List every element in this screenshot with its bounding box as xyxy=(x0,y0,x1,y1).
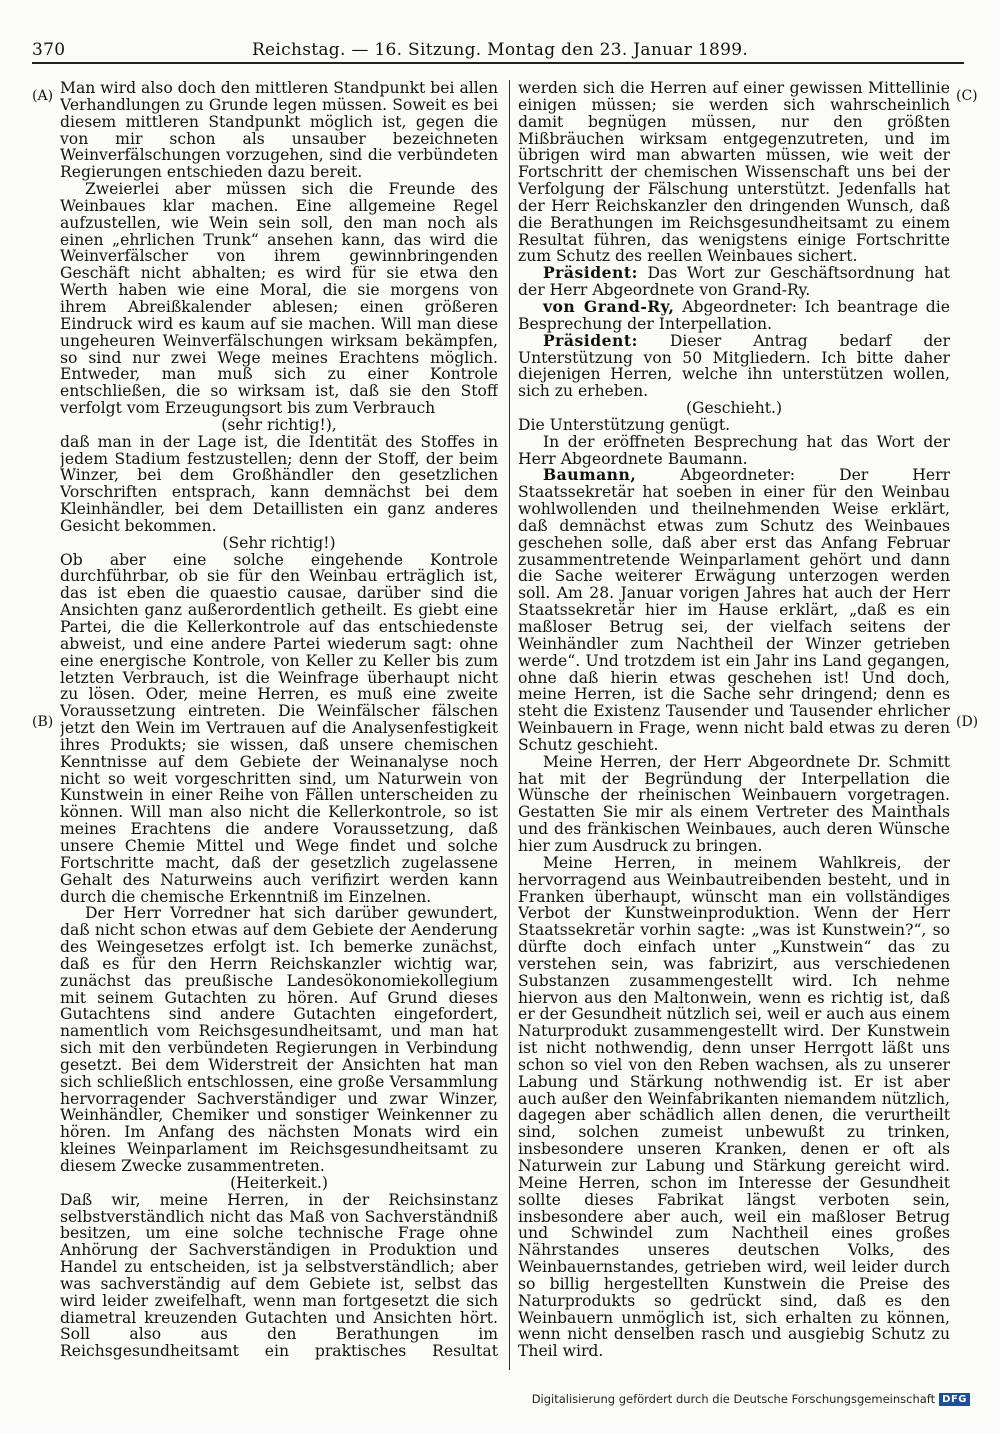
right-column xyxy=(518,80,950,1360)
paragraph-text: Das Wort zur Geschäftsordnung hat der Herr Abgeordnete von Grand-Ry. xyxy=(518,264,950,300)
footer-credit: Digitalisierung gefördert durch die Deutsche Forschungsgemeinschaft xyxy=(531,1392,936,1406)
speaker-name: von Grand-Ry, xyxy=(542,296,675,316)
left-column-paragraph xyxy=(60,905,498,1175)
paragraph-text: daß man in der Lage ist, die Identität des Stoffes in jedem Stadium festzustellen; denn der Stoff, der beim Winzer, bei dem Großhändler den gesetzlichen Vorschriften entsprach, kann demnächst bei dem Kleinhändler, bei dem Detaillisten ein ganz anderes Gesicht bekommen. xyxy=(60,432,498,535)
right-column-paragraph xyxy=(518,296,950,333)
paragraph-text: (Sehr richtig!) xyxy=(222,533,336,552)
header-rule xyxy=(32,62,964,64)
paragraph-text xyxy=(518,1359,950,1360)
paragraph-text: Meine Herren, der Herr Abgeordnete Dr. Schmitt hat mit der Begründung der Interpellation die Wünsche der rheinischen Weinbauern vorgetragen. Gestatten Sie mir als einem Vertreter des Mainthals und des fränkischen Weinbaues, auch deren Wünsche hier zum Ausdruck zu bringen. xyxy=(518,752,950,855)
right-column-paragraph xyxy=(518,265,950,299)
dfg-logo-icon: DFG xyxy=(939,1393,970,1406)
left-column-paragraph xyxy=(60,1175,498,1192)
paragraph-text: Die Unterstützung genügt. xyxy=(518,415,731,434)
right-column-paragraph xyxy=(518,400,950,417)
paragraph-text: Ob aber eine solche eingehende Kontrole durchführbar, ob sie für den Weinbau erträglich ist, das ist eben die quaestio causae, darüber sind die Ansichten ganz außerordentlich getheilt. Es giebt eine Partei, die die Kellerkontrole auf das entschiedenste abweist, und eine andere Partei wiederum sagt: ohne eine energische Kontrole, von Keller zu Keller bis zum letzten Verbrauch, ist die Weinfrage überhaupt nicht zu lösen. Oder, meine Herren, es muß eine zweite Voraussetzung eintreten. Die Weinfälscher fälschen jetzt den Wein im Vertrauen auf die Analysenfestigkeit ihres Produkts; sie wissen, daß unsere chemischen Kenntnisse auf dem Gebiete der Weinanalyse noch nicht so weit vorgeschritten sind, um Naturwein von Kunstwein in einer Reihe von Fällen unterscheiden zu können. Will man also nicht die Kellerkontrole, so ist meines Erachtens die andere Voraussetzung, daß unsere Chemie Mittel und Wege findet und solche Fortschritte macht, daß der gesetzlich zugelassene Gehalt des Naturweins auch verifizirt werden kann durch die chemische Erkenntniß im Einzelnen. xyxy=(60,550,498,906)
margin-mark-a: (A) xyxy=(32,88,54,104)
paragraph-text: Abgeordneter: Ich beantrage die Besprechung der Interpellation. xyxy=(518,297,950,333)
margin-mark-d: (D) xyxy=(956,714,979,730)
left-column-paragraph xyxy=(60,535,498,552)
right-column-paragraph xyxy=(518,754,950,855)
speaker-name: Präsident: xyxy=(542,263,638,283)
paragraph-text: (Heiterkeit.) xyxy=(230,1173,328,1192)
paragraph-text: In der eröffneten Besprechung hat das Wort der Herr Abgeordnete Baumann. xyxy=(518,432,950,468)
right-column-paragraph xyxy=(518,855,950,1360)
left-column-paragraph xyxy=(60,1192,498,1360)
paragraph-text: (sehr richtig!), xyxy=(221,415,337,434)
paragraph-text: Abgeordneter: Der Herr Staatssekretär hat soeben in einer für den Weinbau wohlwollenden und theilnehmenden Weise erklärt, daß demnächst etwas zum Schutz des Weinbaues geschehen solle, daß aber erst das Anfang Februar zusammentretende Weinparlament gehört und dann die Sache weiterer Erwägung unterzogen werden soll. Am 28. Januar vorigen Jahres hat auch der Herr Staatssekretär hier im Hause erklärt, „daß es ein maßloser Betrug sei, der vielfach seitens der Weinhändler zum Nachtheil der Winzer getrieben werde“. Und trotzdem ist ein Jahr ins Land gegangen, ohne daß hierin etwas geschehen ist! Und doch, meine Herren, ist die Sache sehr dringend; denn es steht die Existenz Tausender und Tausender ehrlicher Weinbauern in Frage, wenn nicht bald etwas zu deren Schutz geschieht. xyxy=(518,466,950,754)
paragraph-text: Zweierlei aber müssen sich die Freunde des Weinbaues klar machen. Eine allgemeine Regel aufzustellen, wie Wein sein soll, den man noch als einen „ehrlichen Trunk“ ansehen kann, das wird die Weinverfälscher von ihrem gewinnbringenden Geschäft nicht abhalten; es wird für sie etwa den Werth haben wie eine Moral, die sie morgens von ihrem Abreißkalender ablesen; einen größeren Eindruck wird es kaum auf sie machen. Will man diese ungeheuren Weinverfälschungen wirksam bekämpfen, so sind nur zwei Wege meines Erachtens möglich. Entweder, man muß sich zu einer Kontrole entschließen, die so wirksam ist, daß sie den Stoff verfolgt vom Erzeugungsort bis zum Verbrauch xyxy=(60,180,498,418)
left-column-paragraph xyxy=(60,552,498,906)
margin-mark-c: (C) xyxy=(956,88,978,104)
paragraph-text: Daß wir, meine Herren, in der Reichsinstanz selbstverständlich nicht das Maß von Sachverständniß besitzen, um eine solche technische Frage ohne Anhörung der Sachverständigen in Produktion und Handel zu entscheiden, ist ja selbstverständlich; aber was sachverständig auf dem Gebiete ist, selbst das wird leider zweifelhaft, wenn man fortgesetzt die sich diametral kreuzenden Gutachten und Ansichten hört. Soll also aus den Berathungen im Reichsgesundheitsamt ein praktisches Resultat xyxy=(60,1190,498,1360)
right-column-paragraph xyxy=(518,467,950,753)
right-column-paragraph xyxy=(518,434,950,468)
paragraph-text: Meine Herren, in meinem Wahlkreis, der hervorragend aus Weinbautreibenden besteht, und in Franken überhaupt, wünscht man ein vollständiges Verbot der Kunstweinproduktion. Wenn der Herr Staatssekretär vorhin sagte: „was ist Kunstwein?“, so dürfte doch einfach unter „Kunstwein“ das zu verstehen sein, was fabrizirt, aus verschiedenen Substanzen zusammengestellt wird. Ich nehme hiervon aus den Maltonwein, wenn es richtig ist, daß er der Gesundheit nützlich sei, weil er auch aus einem Naturprodukt zusammengestellt wird. Der Kunstwein ist nicht nothwendig, denn unser Herrgott läßt uns schon so viel von den Reben wachsen, als zu unserer Labung und Stärkung nothwendig ist. Er ist aber auch außer den Weinfabrikanten niemandem nützlich, dagegen aber schädlich allen denen, die verurtheilt sind, solchen zumeist unbewußt zu trinken, insbesondere unseren Kranken, denen er oft als Naturwein zur Labung und Stärkung gereicht wird. Meine Herren, schon im Interesse der Gesundheit sollte dieses Fabrikat längst verboten sein, insbesondere aber auch, weil ein maßloser Betrug und Schwindel zum Nachtheil eines großes Nährstandes unseres deutschen Volks, des Weinbauernstandes, getrieben wird, weil leider durch so billig hergestellten Kunstwein die Preise des Naturprodukts so gedrückt sind, daß es den Weinbauern unmöglich ist, sich erhalten zu können, wenn nicht denselben rasch und ausgiebig Schutz zu Theil wird. xyxy=(518,853,950,1360)
left-column xyxy=(60,80,498,1360)
footer xyxy=(532,1392,970,1406)
left-column-paragraph xyxy=(60,417,498,434)
page-title: Reichstag. — 16. Sitzung. Montag den 23. Januar 1899. xyxy=(251,40,749,60)
left-column-paragraph xyxy=(60,434,498,535)
left-column-paragraph xyxy=(60,181,498,417)
left-column-paragraph xyxy=(60,80,498,181)
paragraph-text: Man wird also doch den mittleren Standpunkt bei allen Verhandlungen zu Grunde legen müssen. Soweit es bei diesem mittleren Standpunkt möglich ist, gegen die von mir schon als unsauber bezeichneten Weinverfälschungen vorzugehen, sind die verbündeten Regierungen entschieden dazu bereit. xyxy=(60,80,498,182)
page-number: 370 xyxy=(32,40,66,60)
paragraph-text: (Geschieht.) xyxy=(685,399,783,418)
paragraph-text: Der Herr Vorredner hat sich darüber gewundert, daß nicht schon etwas auf dem Gebiete der Aenderung des Weingesetzes erfolgt ist. Ich bemerke zunächst, daß es für den Herrn Reichskanzler wichtig war, zunächst das preußische Landesökonomiekollegium mit seinem Gutachten zu hören. Auf Grund dieses Gutachtens sind andere Gutachten eingefordert, namentlich vom Reichsgesundheitsamt, und man hat sich mit den verbündeten Regierungen in Verbindung gesetzt. Bei dem Widerstreit der Ansichten hat man sich schließlich entschlossen, eine große Versammlung hervorragender Sachverständiger und zwar Winzer, Weinhändler, Chemiker und sonstiger Weinkenner zu hören. Im Anfang des nächsten Monats wird ein kleines Weinparlament im Reichsgesundheitsamt zu diesem Zwecke zusammentreten. xyxy=(60,904,498,1175)
speaker-name: Baumann, xyxy=(542,465,637,485)
right-column-paragraph xyxy=(518,80,950,265)
column-divider xyxy=(509,80,510,1370)
right-column-paragraph xyxy=(518,417,950,434)
page-header xyxy=(32,34,968,64)
paragraph-text: Dieser Antrag bedarf der Unterstützung von 50 Mitgliedern. Ich bitte daher diejenigen Herren, welche ihn unterstützen wollen, sich zu erheben. xyxy=(518,331,950,401)
paragraph-text: werden sich die Herren auf einer gewissen Mittellinie einigen müssen; sie werden sich wahrscheinlich damit begnügen müssen, nur den größten Mißbräuchen wirksam entgegenzutreten, und im übrigen wird man abwarten müssen, wie weit der Fortschritt der chemischen Wissenschaft uns bei der Verfolgung der Fälschung unterstützt. Jedenfalls hat der Herr Reichskanzler den dringenden Wunsch, daß die Berathungen im Reichsgesundheitsamt zu einem Resultat führen, das wenigstens einige Fortschritte zum Schutz des reellen Weinbaues sichert. xyxy=(518,80,950,266)
margin-mark-b: (B) xyxy=(32,714,54,730)
speaker-name: Präsident: xyxy=(542,330,638,350)
right-column-paragraph xyxy=(518,330,950,401)
